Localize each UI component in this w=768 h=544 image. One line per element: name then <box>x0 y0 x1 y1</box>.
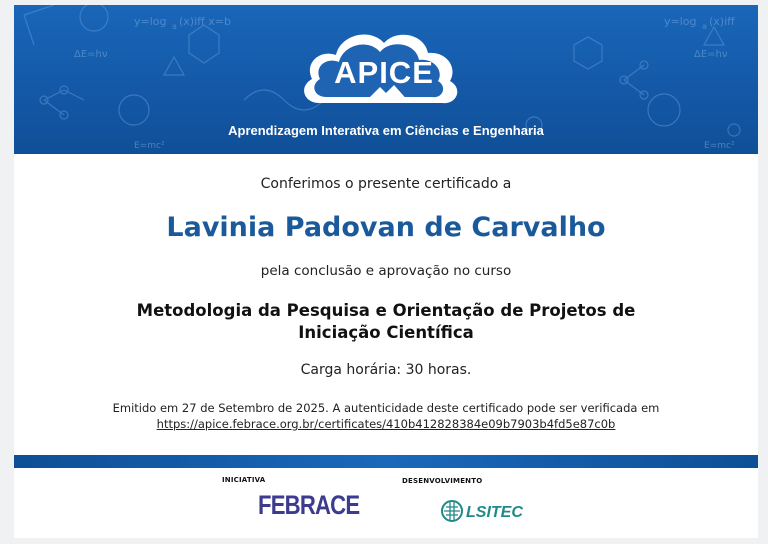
course-title: Metodologia da Pesquisa e Orientação de Projetos de Iniciação Científica <box>136 301 636 342</box>
lsitec-logo <box>440 499 550 527</box>
apice-logo-text: APICE <box>334 55 434 90</box>
workload-text: Carga horária: 30 horas. <box>300 362 472 378</box>
verify-link[interactable]: https://apice.febrace.org.br/certificates/410b412828384e09b7903b4fd5e87c0b <box>156 417 616 431</box>
svg-text:(x)iff: (x)iff <box>709 15 735 28</box>
svg-text:y=log: y=log <box>134 15 167 28</box>
certificate-intro: Conferimos o presente certificado a <box>260 176 512 192</box>
svg-text:ΔE=hν: ΔE=hν <box>694 49 728 60</box>
svg-text:E=mc²: E=mc² <box>134 141 165 151</box>
svg-text:y=log: y=log <box>664 15 697 28</box>
lsitec-logo-text: LSITEC <box>466 504 523 521</box>
footer-strip <box>14 455 758 468</box>
recipient-name: Lavinia Padovan de Carvalho <box>166 212 606 243</box>
svg-text:a: a <box>172 22 177 31</box>
lsitec-logo-icon <box>440 499 550 523</box>
completion-text: pela conclusão e aprovação no curso <box>260 263 512 279</box>
issued-block <box>86 400 686 432</box>
development-label: DESENVOLVIMENTO <box>402 477 483 485</box>
svg-text:a: a <box>702 22 707 31</box>
initiative-label: INICIATIVA <box>222 476 266 484</box>
svg-text:(x)iff x=b: (x)iff x=b <box>179 15 231 28</box>
header-banner <box>14 5 758 154</box>
svg-text:ΔE=hν: ΔE=hν <box>74 49 108 60</box>
febrace-logo: FEBRACE <box>258 490 360 520</box>
svg-text:E=mc²: E=mc² <box>704 141 735 151</box>
issued-text: Emitido em 27 de Setembro de 2025. A autenticidade deste certificado pode ser verificada em <box>112 401 660 415</box>
header-subtitle: Aprendizagem Interativa em Ciências e Engenharia <box>228 123 544 138</box>
certificate-card <box>14 5 758 538</box>
